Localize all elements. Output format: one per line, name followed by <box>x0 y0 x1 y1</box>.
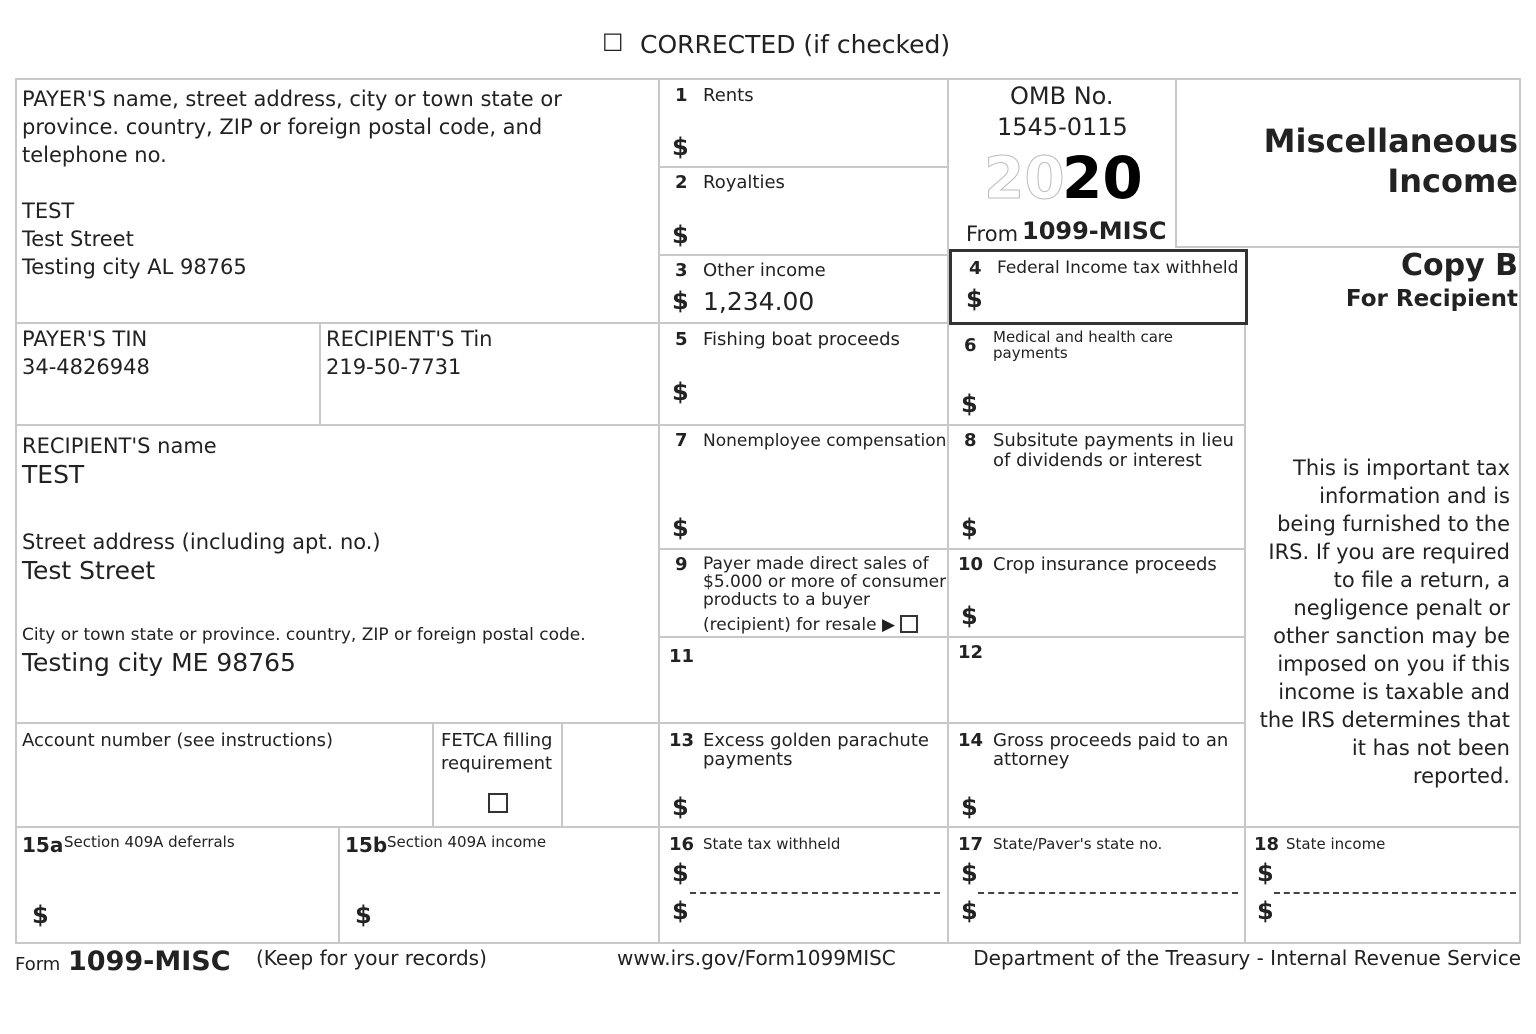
box-9-label-line-3: products to a buyer <box>703 590 871 610</box>
notice-line: reported. <box>1412 764 1510 788</box>
box-7-number: 7 <box>675 430 688 451</box>
footer-keep-records: (Keep for your records) <box>256 946 487 970</box>
box-15b-number: 15b <box>345 833 388 857</box>
box-13-number: 13 <box>669 730 695 751</box>
copy-title: Copy B <box>1401 248 1518 283</box>
payer-city: Testing city AL 98765 <box>22 255 247 279</box>
box-11-number: 11 <box>669 646 695 667</box>
recipient-city-label: City or town state or province. country, ZIP or foreign postal code. <box>22 625 586 645</box>
box-2-number: 2 <box>675 172 688 193</box>
box-17-dollar-2: $ <box>961 897 978 925</box>
omb-line-1: OMB No. <box>1010 82 1114 110</box>
box-4-number: 4 <box>969 258 982 279</box>
box-8-label-line-1: Subsitute payments in lieu <box>993 430 1234 451</box>
box-10-number: 10 <box>958 554 984 575</box>
fatca-checkbox[interactable] <box>488 793 508 813</box>
recipient-name-label: RECIPIENT'S name <box>22 434 217 458</box>
notice-line: negligence penalt or <box>1293 596 1510 620</box>
state-divider-16 <box>690 892 940 894</box>
box-9-label-line-2: $5.000 or more of consumer <box>703 572 947 592</box>
box-10-label: Crop insurance proceeds <box>993 554 1217 575</box>
footer-irs-link[interactable]: www.irs.gov/Form1099MISC <box>617 946 896 970</box>
box-16-number: 16 <box>669 834 695 855</box>
copy-subtitle: For Recipient <box>1345 286 1518 312</box>
box-6-label-line-1: Medical and health care <box>993 328 1173 346</box>
fatca-label-line-2: requirement <box>441 753 553 774</box>
box-14-dollar: $ <box>961 793 978 821</box>
payer-tin-label: PAYER'S TIN <box>22 327 148 351</box>
box-3-label: Other income <box>703 260 826 281</box>
recipient-street-label: Street address (including apt. no.) <box>22 530 381 554</box>
box-14-number: 14 <box>958 730 984 751</box>
recipient-notice <box>1260 454 1510 790</box>
payer-label-line-1: PAYER'S name, street address, city or town state or <box>22 87 562 111</box>
box-10-dollar: $ <box>961 602 978 630</box>
box-18-dollar-1: $ <box>1257 859 1274 887</box>
box-14-label-line-2: attorney <box>993 749 1070 770</box>
payer-label-line-2: province. country, ZIP or foreign postal code, and <box>22 115 543 139</box>
state-divider-17 <box>978 892 1238 894</box>
omb-line-2: 1545-0115 <box>997 113 1128 141</box>
form-title-line-1: Miscellaneous <box>1263 122 1518 160</box>
footer-department: Department of the Treasury - Internal Revenue Service <box>973 946 1521 970</box>
payer-label-line-3: telephone no. <box>22 143 167 167</box>
box-15a-dollar: $ <box>32 901 49 929</box>
box-15a-number: 15a <box>22 833 64 857</box>
box-8-dollar: $ <box>961 514 978 542</box>
box-2-dollar: $ <box>672 221 689 249</box>
recipient-street: Test Street <box>22 556 156 585</box>
box-18-dollar-2: $ <box>1257 897 1274 925</box>
box-14-label-line-1: Gross proceeds paid to an <box>993 730 1229 751</box>
box-15a-label: Section 409A deferrals <box>64 833 235 851</box>
notice-line: imposed on you if this <box>1277 652 1510 676</box>
footer-form-name: 1099-MISC <box>68 946 231 977</box>
recipient-tin-value: 219-50-7731 <box>326 355 462 379</box>
box-2-label: Royalties <box>703 172 785 193</box>
corrected-label: CORRECTED (if checked) <box>640 30 951 59</box>
notice-line: This is important tax <box>1293 456 1510 480</box>
box-16-label: State tax withheld <box>703 835 841 853</box>
payer-tin-value: 34-4826948 <box>22 355 150 379</box>
notice-line: IRS. If you are required <box>1268 540 1510 564</box>
notice-line: the IRS determines that <box>1259 708 1510 732</box>
box-13-label-line-1: Excess golden parachute <box>703 730 929 751</box>
box-17-dollar-1: $ <box>961 859 978 887</box>
box-1-label: Rents <box>703 85 754 106</box>
box-18-number: 18 <box>1254 834 1280 855</box>
box-13-dollar: $ <box>672 793 689 821</box>
box-6-number: 6 <box>964 335 977 356</box>
box-17-number: 17 <box>958 834 984 855</box>
tax-year-suffix: 20 <box>1062 144 1143 212</box>
box-13-label-line-2: payments <box>703 749 793 770</box>
notice-line: being furnished to the <box>1277 512 1510 536</box>
box-3-value: 1,234.00 <box>703 287 815 316</box>
recipient-city: Testing city ME 98765 <box>22 648 296 677</box>
notice-line: it has not been <box>1351 736 1510 760</box>
box-16-dollar-2: $ <box>672 897 689 925</box>
box-8-number: 8 <box>964 430 977 451</box>
state-divider-18 <box>1274 892 1516 894</box>
box-4-label: Federal Income tax withheld <box>997 258 1239 278</box>
box-18-label: State income <box>1286 835 1386 853</box>
fatca-label-line-1: FETCA filling <box>441 730 553 751</box>
box-1-dollar: $ <box>672 133 689 161</box>
box-3-dollar: $ <box>672 287 689 315</box>
payer-street: Test Street <box>22 227 134 251</box>
box-4-dollar: $ <box>966 285 983 313</box>
box-9-label-line-1: Payer made direct sales of <box>703 554 929 574</box>
box-6-dollar: $ <box>961 390 978 418</box>
payer-name: TEST <box>22 199 75 223</box>
account-number-label: Account number (see instructions) <box>22 730 334 751</box>
box-5-dollar: $ <box>672 378 689 406</box>
box-8-label-line-2: of dividends or interest <box>993 450 1202 471</box>
box-9-checkbox[interactable] <box>900 615 918 633</box>
box-15b-dollar: $ <box>355 901 372 929</box>
box-1-number: 1 <box>675 85 688 106</box>
notice-line: information and is <box>1319 484 1510 508</box>
box-17-label: State/Paver's state no. <box>993 835 1163 853</box>
box-5-number: 5 <box>675 329 688 350</box>
corrected-checkbox[interactable]: ☐ <box>602 29 624 57</box>
form-title-line-2: Income <box>1387 162 1518 200</box>
recipient-tin-label: RECIPIENT'S Tin <box>326 327 493 351</box>
box-16-dollar-1: $ <box>672 859 689 887</box>
footer-form-label: Form <box>15 954 61 975</box>
box-6-label-line-2: payments <box>993 344 1068 362</box>
box-5-label: Fishing boat proceeds <box>703 329 900 350</box>
omb-form-name: 1099-MISC <box>1022 217 1167 245</box>
tax-year-prefix: 20 <box>984 144 1065 212</box>
notice-line: to file a return, a <box>1333 568 1510 592</box>
box-15b-label: Section 409A income <box>387 833 547 851</box>
box-12-number: 12 <box>958 642 984 663</box>
recipient-name: TEST <box>22 460 85 489</box>
notice-line: other sanction may be <box>1273 624 1510 648</box>
box-9-number: 9 <box>675 554 688 575</box>
box-7-label: Nonemployee compensation <box>703 431 947 451</box>
box-7-dollar: $ <box>672 514 689 542</box>
box-3-number: 3 <box>675 260 688 281</box>
notice-line: income is taxable and <box>1278 680 1510 704</box>
box-9-label-line-4: (recipient) for resale ▶ <box>703 615 896 635</box>
from-label: From <box>966 222 1019 246</box>
